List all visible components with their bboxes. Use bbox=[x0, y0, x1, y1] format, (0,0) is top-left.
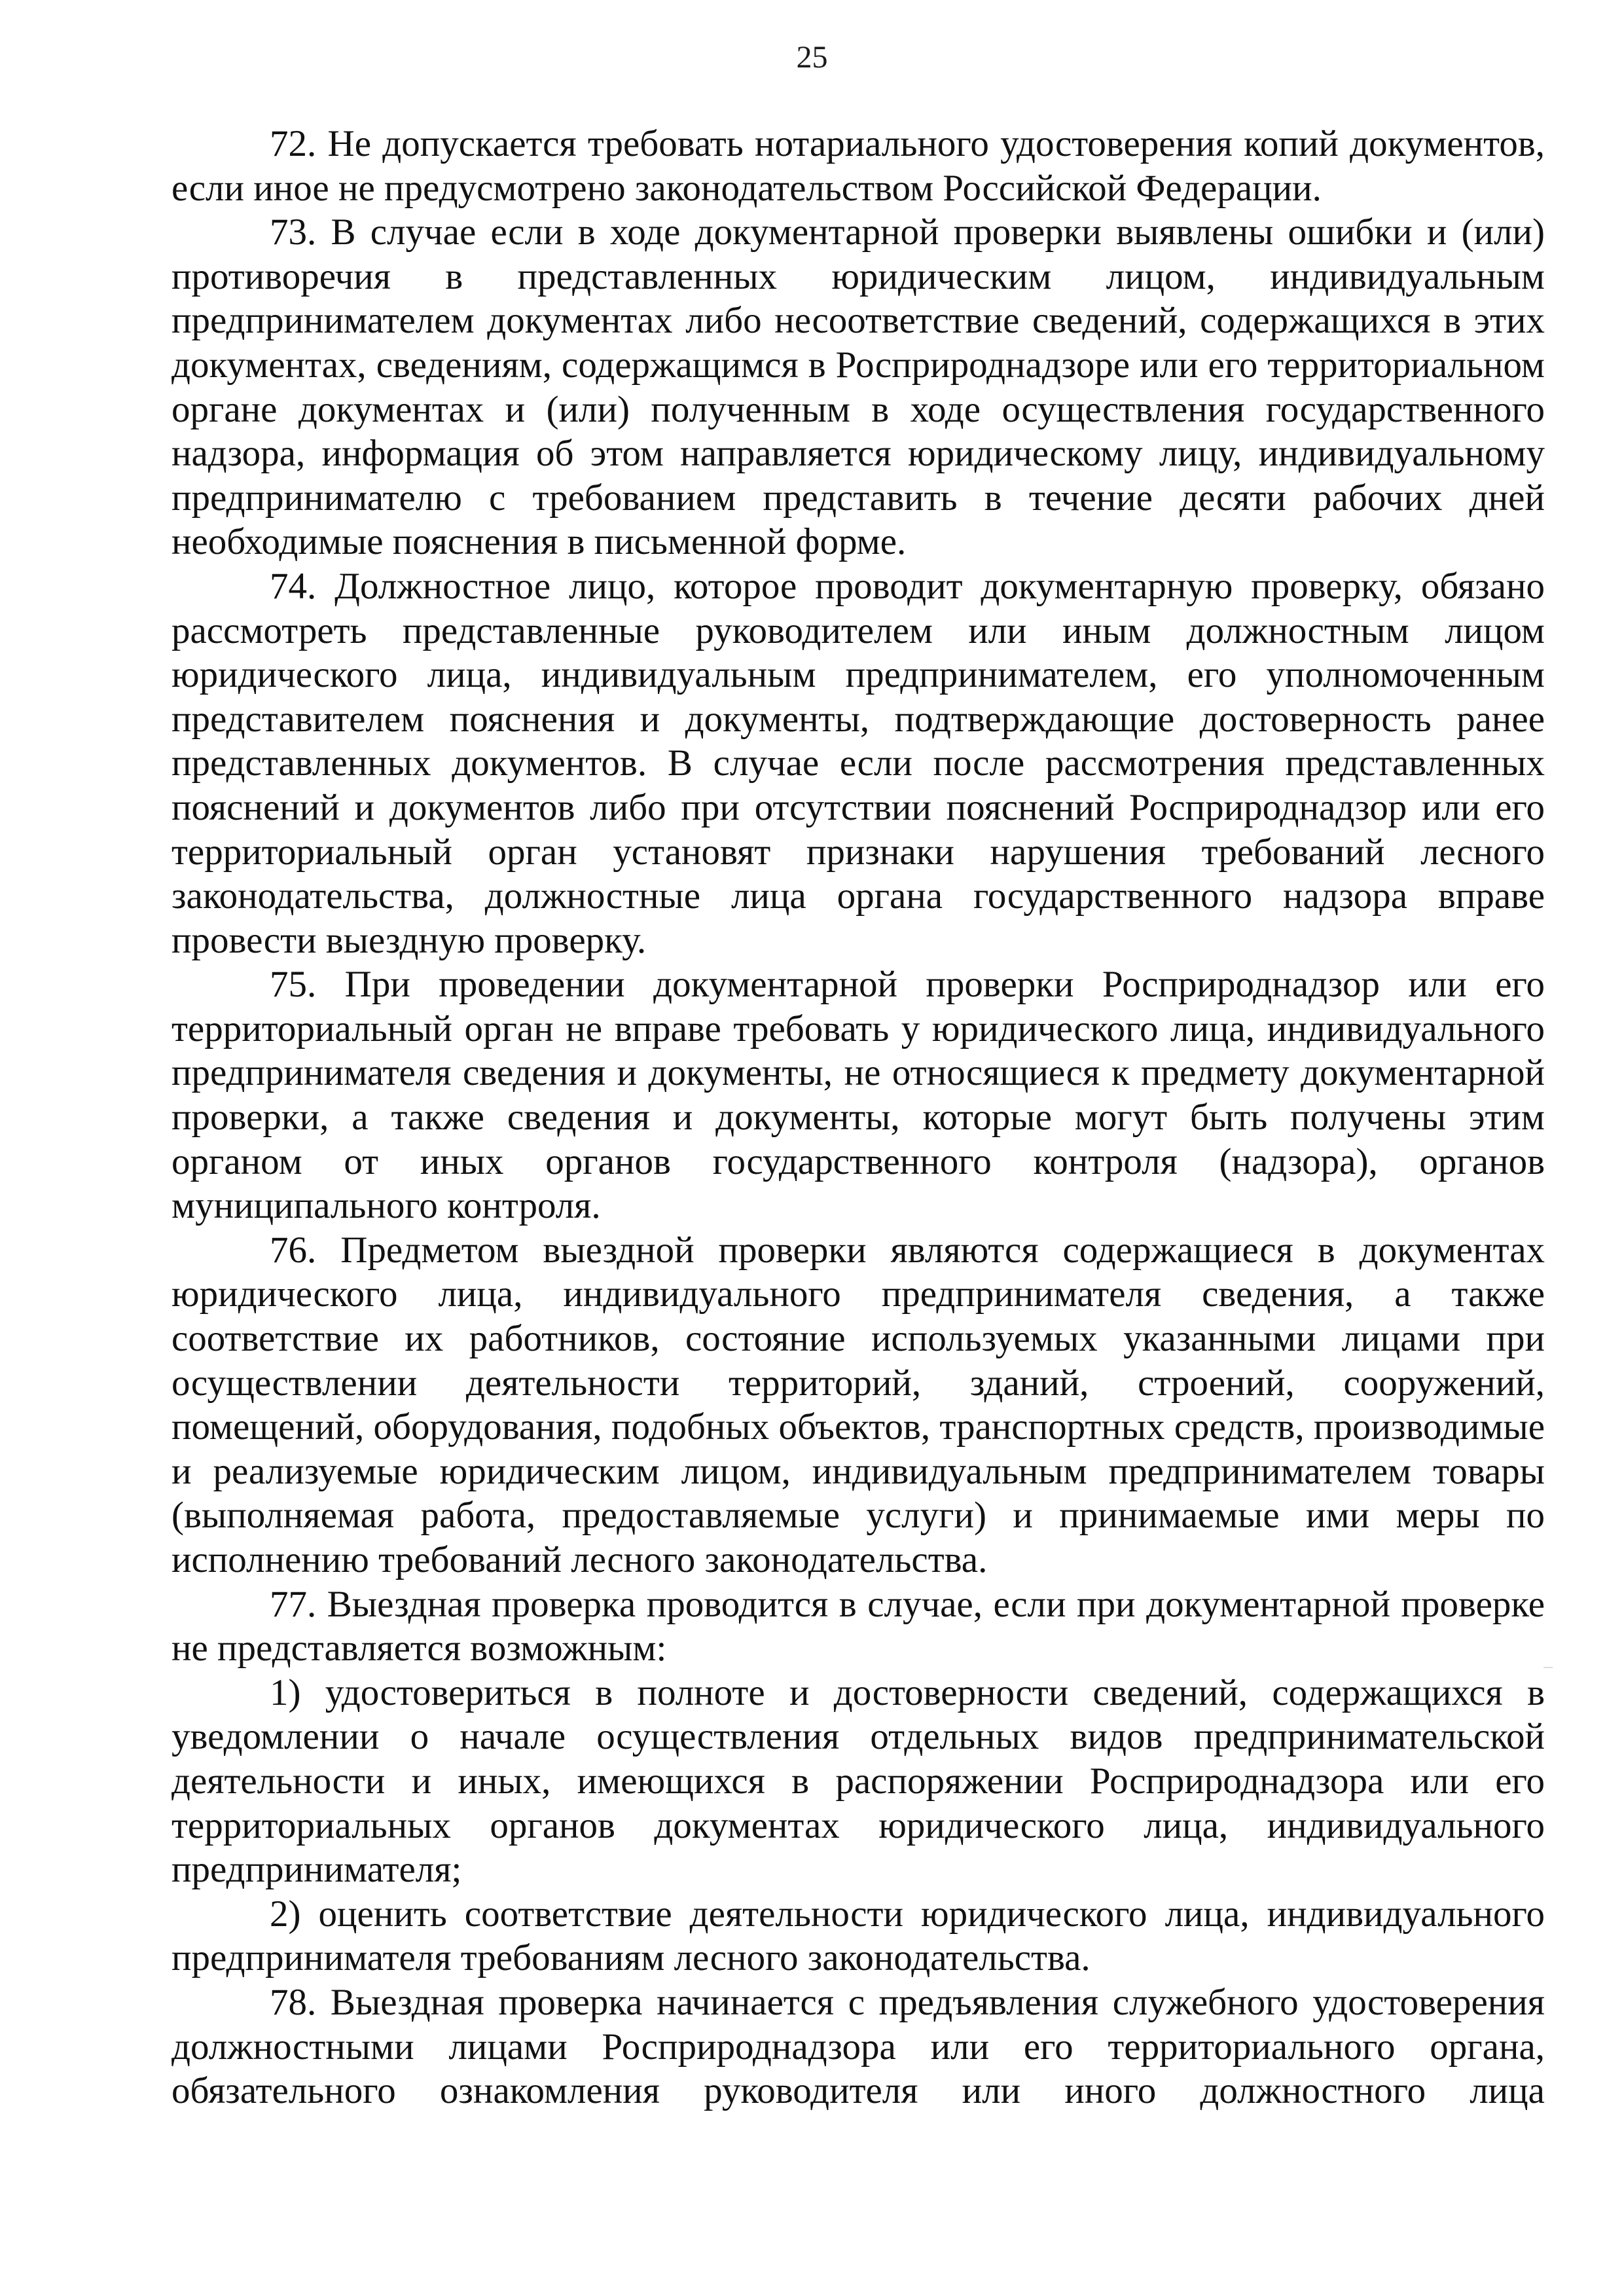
paragraph-77: 77. Выездная проверка проводится в случае, если при документарной проверке не представляется возможным: bbox=[171, 1583, 1545, 1669]
page-number: 25 bbox=[796, 40, 828, 75]
paragraph-75: 75. При проведении документарной проверки Росприроднадзор или его территориальный орган не вправе требовать у юридического лица, индивидуального предпринимателя сведения и документы, не относящиеся к предмету документарной проверки, а также сведения и документы, которые могут быть получены этим органом от иных органов государственного контроля (надзора), органов муниципального контроля. bbox=[171, 964, 1545, 1227]
paragraph-73: 73. В случае если в ходе документарной проверки выявлены ошибки и (или) противоречия в представленных юридическим лицом, индивидуальным предпринимателем документах либо несоответствие сведений, содержащихся в этих документах, сведениям, содержащимся в Росприроднадзоре или его территориальном органе документах и (или) полученным в ходе осуществления государственного надзора, информация об этом направляется юридическому лицу, индивидуальному предпринимателю с требованием представить в течение десяти рабочих дней необходимые пояснения в письменной форме. bbox=[171, 211, 1545, 563]
paragraph-72: 72. Не допускается требовать нотариального удостоверения копий документов, если иное не предусмотрено законодательством Российской Федерации. bbox=[171, 123, 1545, 209]
document-body bbox=[171, 122, 1545, 2113]
paragraph-74: 74. Должностное лицо, которое проводит документарную проверку, обязано рассмотреть представленные руководителем или иным должностным лицом юридического лица, индивидуальным предпринимателем, его уполномоченным представителем пояснения и документы, подтверждающие достоверность ранее представленных документов. В случае если после рассмотрения представленных пояснений и документов либо при отсутствии пояснений Росприроднадзор или его территориальный орган установят признаки нарушения требований лесного законодательства, должностные лица органа государственного надзора вправе провести выездную проверку. bbox=[171, 565, 1545, 961]
scan-speck bbox=[1543, 1667, 1553, 1668]
paragraph-78: 78. Выездная проверка начинается с предъявления служебного удостоверения должностными лицами Росприроднадзора или его территориального органа, обязательного ознакомления руководителя или иного должностного лица bbox=[171, 1981, 1545, 2112]
paragraph-77-item-2: 2) оценить соответствие деятельности юридического лица, индивидуального предпринимателя требованиям лесного законодательства. bbox=[171, 1893, 1545, 1979]
paragraph-77-item-1: 1) удостовериться в полноте и достоверности сведений, содержащихся в уведомлении о начале осуществления отдельных видов предпринимательской деятельности и иных, имеющихся в распоряжении Росприроднадзора или его территориальных органов документах юридического лица, индивидуального предпринимателя; bbox=[171, 1671, 1545, 1891]
paragraph-76: 76. Предметом выездной проверки являются содержащиеся в документах юридического лица, индивидуального предпринимателя сведения, а также соответствие их работников, состояние используемых указанными лицами при осуществлении деятельности территорий, зданий, строений, сооружений, помещений, оборудования, подобных объектов, транспортных средств, производимые и реализуемые юридическим лицом, индивидуальным предпринимателем товары (выполняемая работа, предоставляемые услуги) и принимаемые ими меры по исполнению требований лесного законодательства. bbox=[171, 1229, 1545, 1580]
